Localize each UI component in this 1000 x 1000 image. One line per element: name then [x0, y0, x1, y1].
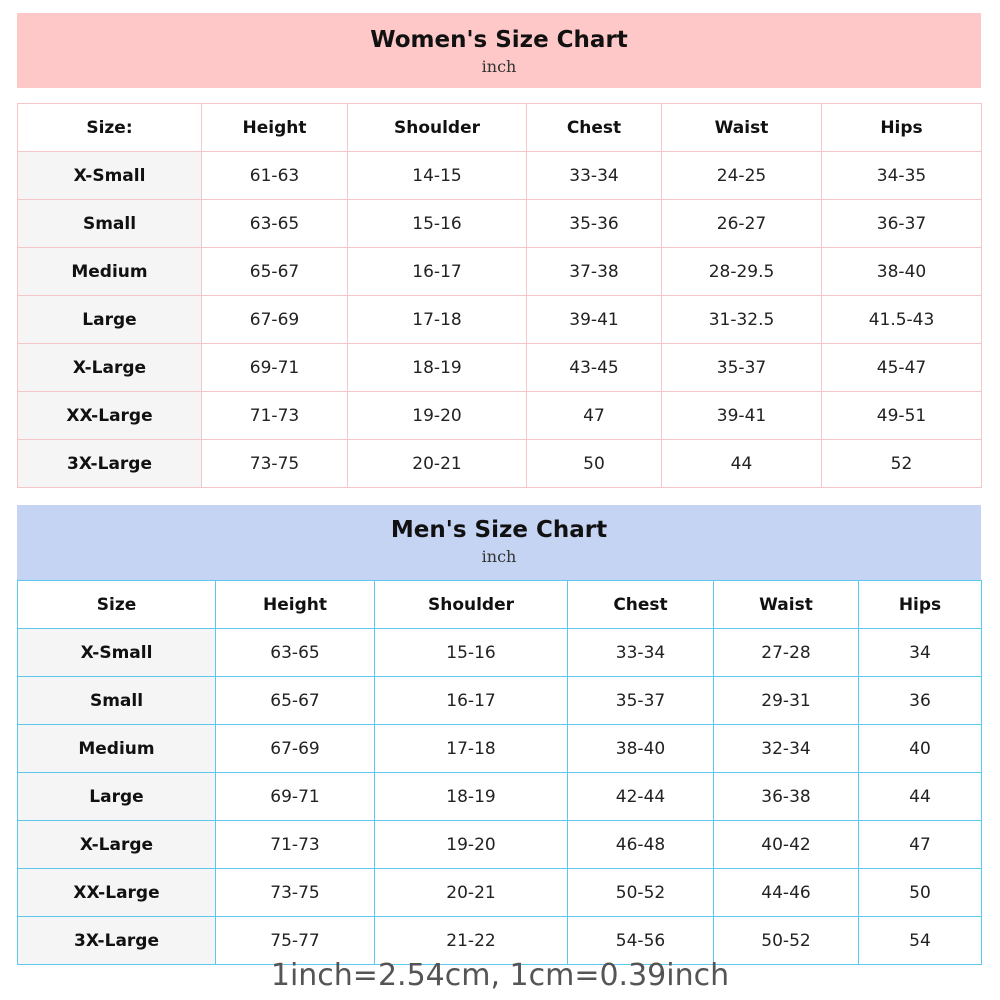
column-header-waist: Waist: [714, 581, 859, 629]
column-header-chest: Chest: [527, 104, 662, 152]
waist-value: 35-37: [662, 344, 822, 392]
table-row: [18, 440, 982, 488]
shoulder-value: 19-20: [375, 821, 568, 869]
column-header-size: Size:: [18, 104, 202, 152]
women-size-table: [17, 103, 982, 488]
size-label: X-Small: [18, 629, 216, 677]
height-value: 61-63: [202, 152, 348, 200]
table-row: [18, 773, 982, 821]
hips-value: 36: [859, 677, 982, 725]
hips-value: 41.5-43: [822, 296, 982, 344]
table-row: [18, 248, 982, 296]
hips-value: 38-40: [822, 248, 982, 296]
size-label: Medium: [18, 725, 216, 773]
hips-value: 36-37: [822, 200, 982, 248]
hips-value: 34-35: [822, 152, 982, 200]
size-label: Small: [18, 677, 216, 725]
height-value: 73-75: [216, 869, 375, 917]
table-row: [18, 677, 982, 725]
table-row: [18, 200, 982, 248]
height-value: 63-65: [202, 200, 348, 248]
table-row: [18, 392, 982, 440]
height-value: 65-67: [216, 677, 375, 725]
shoulder-value: 16-17: [348, 248, 527, 296]
size-label: 3X-Large: [18, 917, 216, 965]
hips-value: 44: [859, 773, 982, 821]
hips-value: 47: [859, 821, 982, 869]
chest-value: 46-48: [568, 821, 714, 869]
height-value: 67-69: [216, 725, 375, 773]
chest-value: 43-45: [527, 344, 662, 392]
men-chart-banner: [17, 505, 981, 580]
height-value: 71-73: [202, 392, 348, 440]
column-header-chest: Chest: [568, 581, 714, 629]
women-size-chart: [17, 13, 981, 488]
column-header-shoulder: Shoulder: [348, 104, 527, 152]
column-header-waist: Waist: [662, 104, 822, 152]
waist-value: 26-27: [662, 200, 822, 248]
hips-value: 52: [822, 440, 982, 488]
waist-value: 39-41: [662, 392, 822, 440]
hips-value: 54: [859, 917, 982, 965]
size-label: XX-Large: [18, 392, 202, 440]
size-label: Small: [18, 200, 202, 248]
waist-value: 27-28: [714, 629, 859, 677]
men-size-table: [17, 580, 982, 965]
men-chart-title: Men's Size Chart: [390, 517, 608, 543]
hips-value: 40: [859, 725, 982, 773]
table-row: [18, 821, 982, 869]
chest-value: 38-40: [568, 725, 714, 773]
waist-value: 28-29.5: [662, 248, 822, 296]
chest-value: 50-52: [568, 869, 714, 917]
waist-value: 44-46: [714, 869, 859, 917]
shoulder-value: 17-18: [375, 725, 568, 773]
column-header-hips: Hips: [822, 104, 982, 152]
chest-value: 50: [527, 440, 662, 488]
chest-value: 39-41: [527, 296, 662, 344]
size-label: X-Large: [18, 344, 202, 392]
waist-value: 32-34: [714, 725, 859, 773]
chest-value: 54-56: [568, 917, 714, 965]
height-value: 65-67: [202, 248, 348, 296]
shoulder-value: 14-15: [348, 152, 527, 200]
chest-value: 35-36: [527, 200, 662, 248]
table-row: [18, 869, 982, 917]
hips-value: 45-47: [822, 344, 982, 392]
chest-value: 42-44: [568, 773, 714, 821]
height-value: 69-71: [216, 773, 375, 821]
size-label: XX-Large: [18, 869, 216, 917]
men-chart-unit: inch: [481, 547, 517, 566]
table-header-row: [18, 581, 982, 629]
height-value: 69-71: [202, 344, 348, 392]
table-row: [18, 629, 982, 677]
shoulder-value: 19-20: [348, 392, 527, 440]
shoulder-value: 16-17: [375, 677, 568, 725]
waist-value: 50-52: [714, 917, 859, 965]
women-chart-title: Women's Size Chart: [370, 27, 628, 53]
size-label: Large: [18, 773, 216, 821]
table-row: [18, 152, 982, 200]
waist-value: 31-32.5: [662, 296, 822, 344]
shoulder-value: 21-22: [375, 917, 568, 965]
table-row: [18, 344, 982, 392]
waist-value: 40-42: [714, 821, 859, 869]
waist-value: 24-25: [662, 152, 822, 200]
shoulder-value: 15-16: [375, 629, 568, 677]
shoulder-value: 18-19: [348, 344, 527, 392]
table-row: [18, 725, 982, 773]
men-size-chart: [17, 505, 981, 965]
shoulder-value: 17-18: [348, 296, 527, 344]
chest-value: 35-37: [568, 677, 714, 725]
waist-value: 29-31: [714, 677, 859, 725]
size-label: X-Small: [18, 152, 202, 200]
column-header-height: Height: [202, 104, 348, 152]
table-row: [18, 296, 982, 344]
size-label: Medium: [18, 248, 202, 296]
size-label: Large: [18, 296, 202, 344]
height-value: 71-73: [216, 821, 375, 869]
waist-value: 44: [662, 440, 822, 488]
height-value: 67-69: [202, 296, 348, 344]
shoulder-value: 18-19: [375, 773, 568, 821]
column-header-shoulder: Shoulder: [375, 581, 568, 629]
size-label: 3X-Large: [18, 440, 202, 488]
size-label: X-Large: [18, 821, 216, 869]
column-header-hips: Hips: [859, 581, 982, 629]
women-chart-banner: [17, 13, 981, 88]
shoulder-value: 20-21: [348, 440, 527, 488]
chest-value: 33-34: [527, 152, 662, 200]
shoulder-value: 20-21: [375, 869, 568, 917]
height-value: 73-75: [202, 440, 348, 488]
hips-value: 34: [859, 629, 982, 677]
hips-value: 50: [859, 869, 982, 917]
height-value: 63-65: [216, 629, 375, 677]
hips-value: 49-51: [822, 392, 982, 440]
table-header-row: [18, 104, 982, 152]
chest-value: 47: [527, 392, 662, 440]
chest-value: 33-34: [568, 629, 714, 677]
women-chart-unit: inch: [481, 57, 517, 76]
waist-value: 36-38: [714, 773, 859, 821]
column-header-size: Size: [18, 581, 216, 629]
shoulder-value: 15-16: [348, 200, 527, 248]
column-header-height: Height: [216, 581, 375, 629]
chest-value: 37-38: [527, 248, 662, 296]
unit-conversion-note: 1inch=2.54cm, 1cm=0.39inch: [270, 958, 730, 993]
height-value: 75-77: [216, 917, 375, 965]
